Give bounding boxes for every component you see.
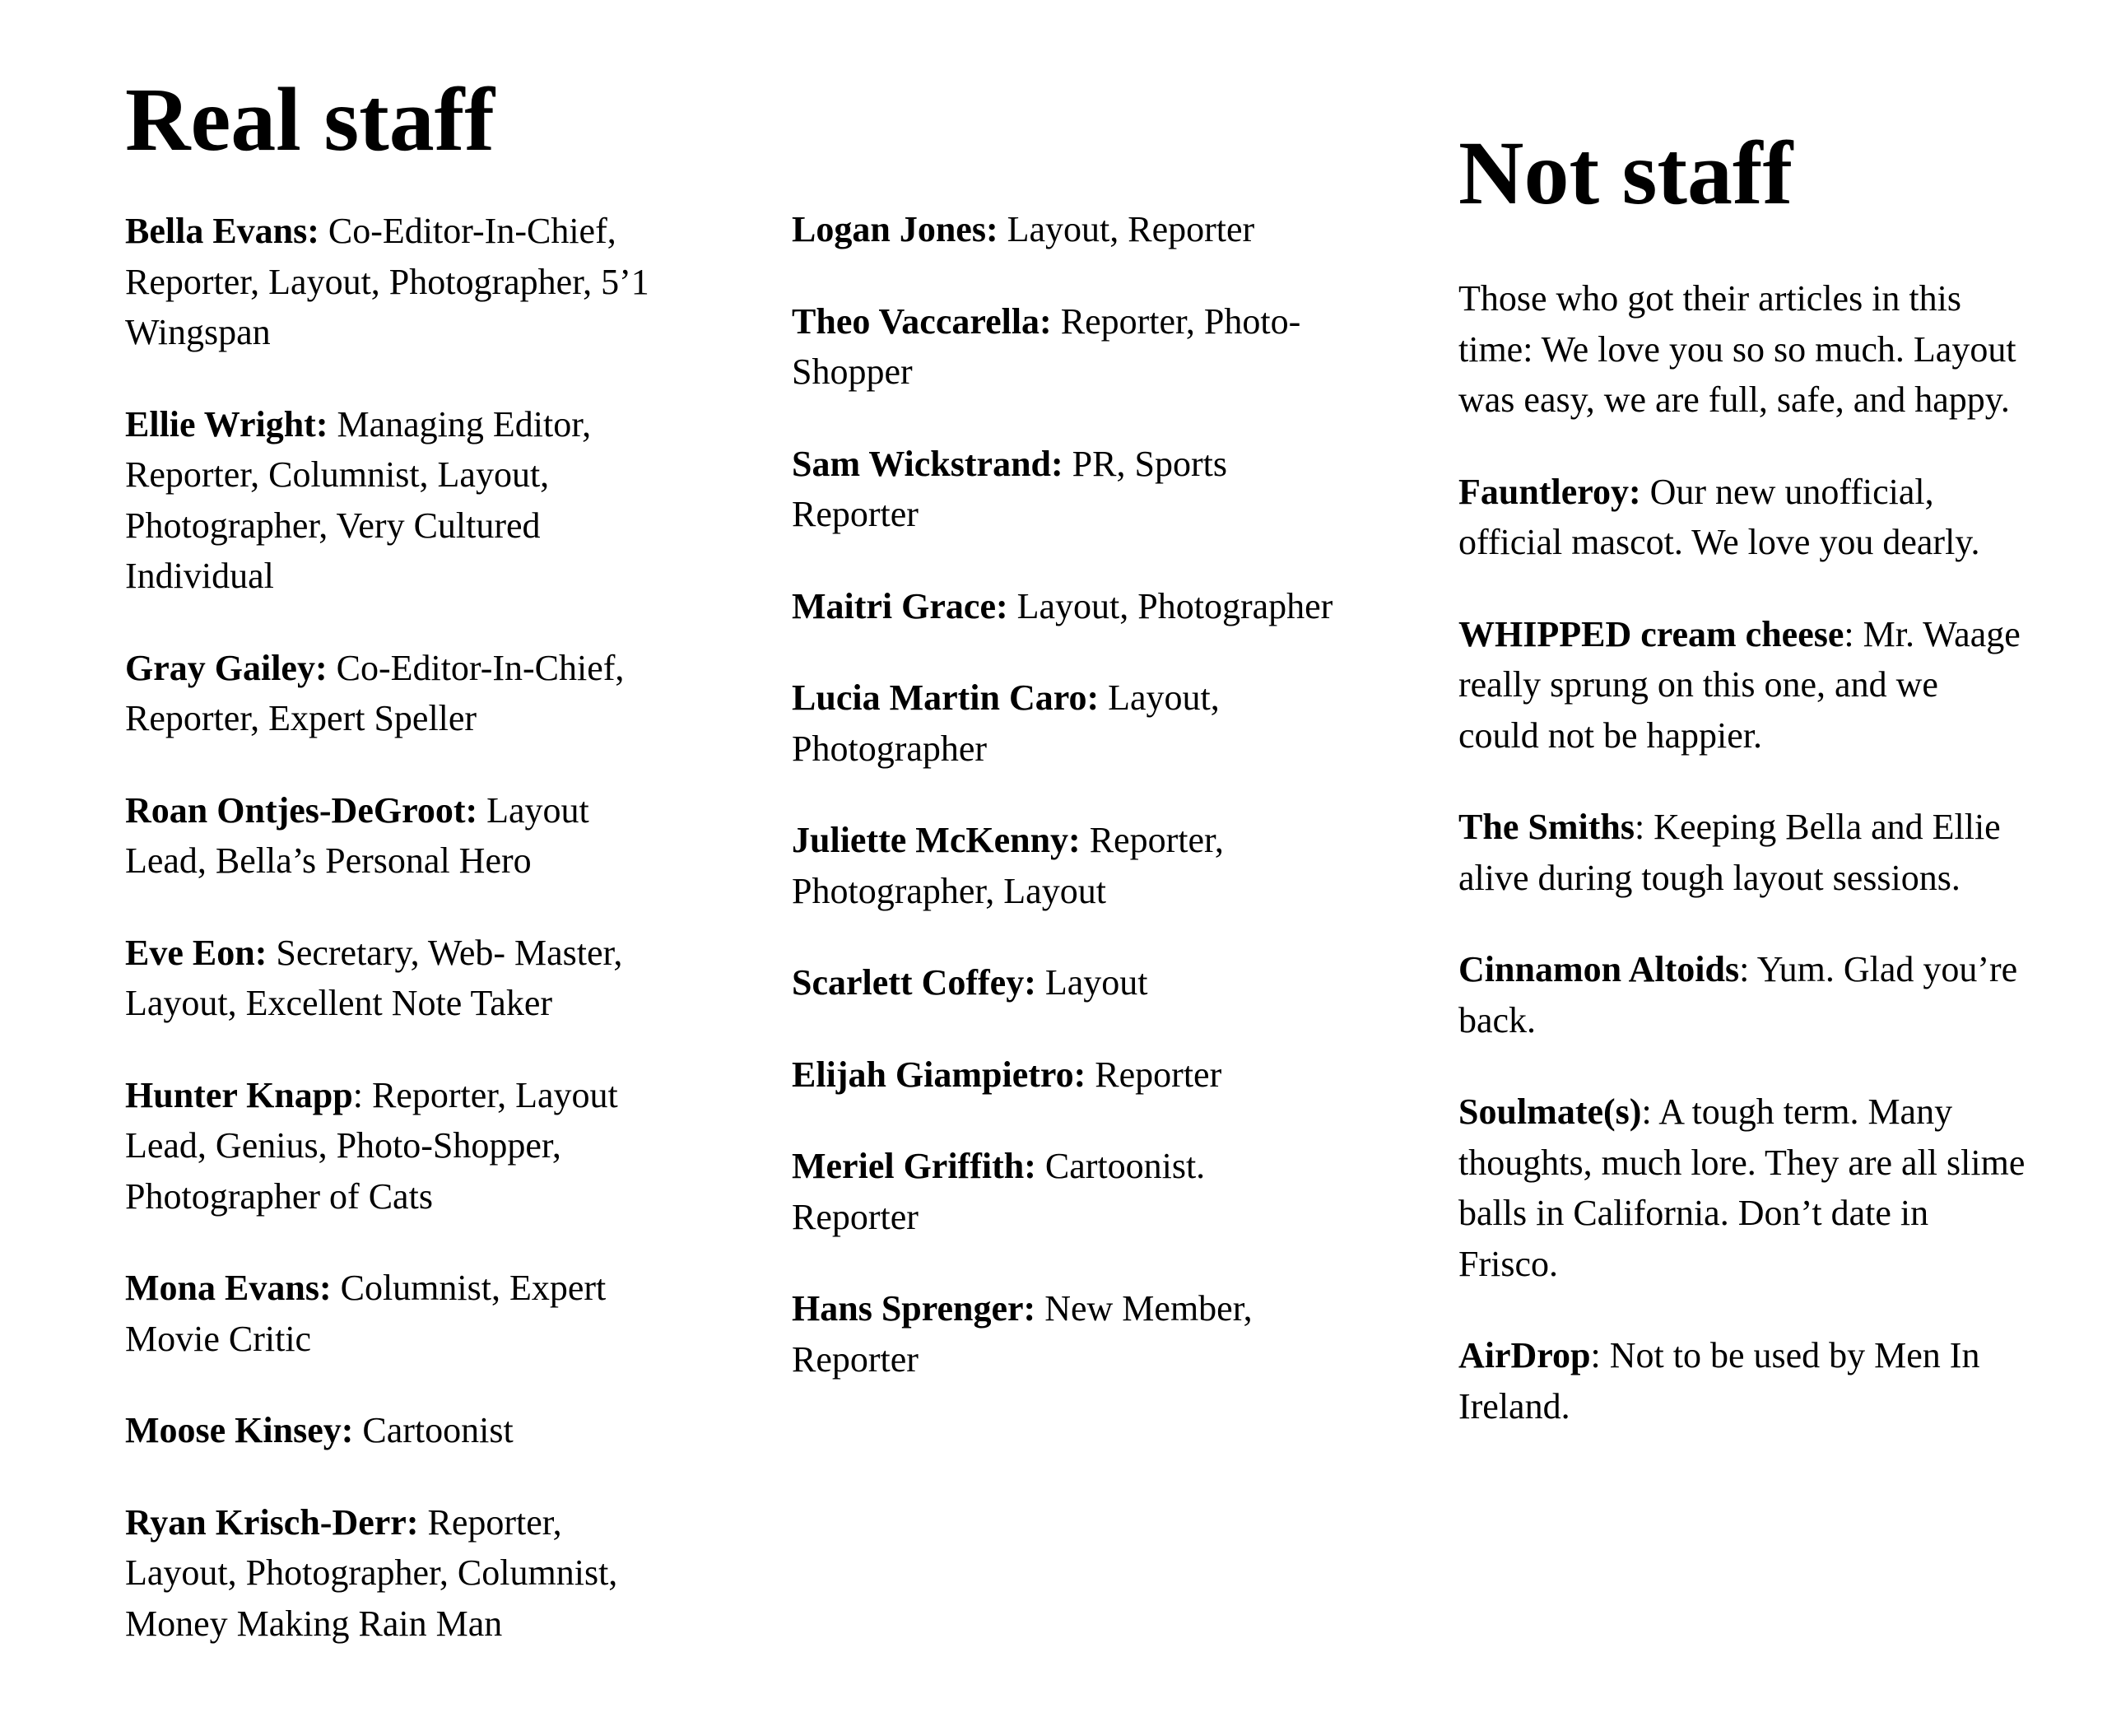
not-staff-entry — [1458, 1330, 2026, 1431]
staff-name: Lucia Martin Caro: — [792, 677, 1100, 718]
not-staff-entry — [1458, 944, 2026, 1045]
staff-entry — [125, 399, 668, 602]
staff-roles: Reporter, Layout, Photographer, Columnist, Money Making Rain Man — [125, 1501, 618, 1644]
staff-entry — [125, 1497, 668, 1650]
not-staff-entry — [1458, 609, 2026, 761]
staff-name: Elijah Giampietro: — [792, 1054, 1086, 1095]
not-staff-text: : Not to be used by Men In Ireland. — [1458, 1335, 1980, 1426]
staff-entry — [125, 928, 668, 1029]
not-staff-entry — [1458, 467, 2026, 568]
staff-name: Scarlett Coffey: — [792, 962, 1036, 1003]
staff-roles: Layout, Reporter — [998, 209, 1255, 249]
staff-entry — [792, 204, 1335, 255]
staff-name: Maitri Grace: — [792, 585, 1008, 626]
staff-name: Ryan Krisch-Derr: — [125, 1501, 419, 1543]
not-staff-name: Fauntleroy: — [1458, 471, 1641, 512]
not-staff-text: : Yum. Glad you’re back. — [1458, 949, 2018, 1040]
staff-roles: Cartoonist — [353, 1410, 514, 1450]
staff-roles: Co-Editor-In-Chief, Reporter, Expert Speller — [125, 647, 625, 738]
staff-name: Roan Ontjes-DeGroot: — [125, 789, 478, 831]
not-staff-text: : A tough term. Many thoughts, much lore. They are all slime balls in California. Don’t date in Frisco. — [1458, 1091, 2026, 1284]
staff-entry — [792, 1283, 1335, 1385]
staff-entry — [792, 957, 1335, 1008]
not-staff-text: : Mr. Waage really sprung on this one, and we could not be happier. — [1458, 613, 2021, 756]
staff-name: Eve Eon: — [125, 932, 267, 973]
staff-roles: Reporter, Photographer, Layout — [792, 820, 1224, 911]
not-staff-intro: Those who got their articles in this time: We love you so so much. Layout was easy, we are full, safe, and happy. — [1458, 278, 2016, 420]
real-staff-heading: Real staff — [125, 69, 495, 170]
staff-roles: Secretary, Web- Master, Layout, Excellent Note Taker — [125, 932, 623, 1023]
not-staff-text: Our new unofficial, official mascot. We love you dearly. — [1458, 471, 1980, 562]
staff-name: Hunter Knapp — [125, 1074, 353, 1115]
staff-entry — [125, 643, 668, 744]
staff-roles: Managing Editor, Reporter, Columnist, Layout, Photographer, Very Cultured Individual — [125, 403, 592, 596]
staff-roles: Reporter — [1086, 1054, 1222, 1095]
not-staff-name: AirDrop — [1458, 1335, 1591, 1375]
staff-roles: Co-Editor-In-Chief, Reporter, Layout, Photographer, 5’1 Wingspan — [125, 211, 649, 352]
staff-name: Gray Gailey: — [125, 647, 328, 688]
staff-roles: Layout Lead, Bella’s Personal Hero — [125, 789, 589, 881]
staff-entry — [792, 296, 1335, 398]
not-staff-name: Soulmate(s) — [1458, 1091, 1642, 1132]
not-staff-name: The Smiths — [1458, 807, 1635, 847]
not-staff-entry — [1458, 1087, 2026, 1289]
staff-name: Hans Sprenger: — [792, 1288, 1036, 1329]
staff-entry — [125, 785, 668, 887]
staff-entry — [792, 581, 1335, 632]
staff-roles: Columnist, Expert Movie Critic — [125, 1268, 607, 1359]
staff-name: Moose Kinsey: — [125, 1410, 354, 1450]
staff-entry — [125, 1263, 668, 1364]
not-staff-text: : Keeping Bella and Ellie alive during tough layout sessions. — [1458, 807, 2001, 898]
staff-entry — [792, 1141, 1335, 1242]
staff-roles: Cartoonist. Reporter — [792, 1146, 1206, 1237]
staff-roles: : Reporter, Layout Lead, Genius, Photo-Shopper, Photographer of Cats — [125, 1074, 618, 1217]
staff-entry — [125, 1405, 668, 1456]
staff-entry — [792, 815, 1335, 916]
not-staff-heading: Not staff — [1458, 123, 1793, 223]
staff-entry — [792, 673, 1335, 774]
real-staff-list-middle — [792, 204, 1335, 1426]
staff-roles: Reporter, Photo-Shopper — [792, 300, 1301, 392]
real-staff-list-left — [125, 206, 668, 1690]
staff-roles: PR, Sports Reporter — [792, 443, 1227, 534]
staff-name: Sam Wickstrand: — [792, 443, 1063, 484]
staff-name: Meriel Griffith: — [792, 1146, 1036, 1186]
staff-roles: New Member, Reporter — [792, 1288, 1253, 1380]
staff-name: Juliette McKenny: — [792, 820, 1081, 860]
staff-name: Mona Evans: — [125, 1268, 332, 1308]
staff-name: Logan Jones: — [792, 209, 998, 249]
staff-entry — [125, 1070, 668, 1222]
not-staff-name: WHIPPED cream cheese — [1458, 613, 1844, 654]
staff-entry — [792, 439, 1335, 540]
staff-roles: Layout — [1035, 962, 1148, 1003]
staff-roles: Layout, Photographer — [1007, 585, 1333, 626]
not-staff-entry — [1458, 802, 2026, 903]
staff-roles: Layout, Photographer — [792, 677, 1220, 769]
not-staff-list — [1458, 273, 2026, 1473]
staff-name: Theo Vaccarella: — [792, 300, 1052, 342]
staff-name: Bella Evans: — [125, 211, 319, 251]
staff-name: Ellie Wright: — [125, 403, 328, 444]
not-staff-name: Cinnamon Altoids — [1458, 949, 1740, 989]
staff-entry — [125, 206, 668, 358]
staff-entry — [792, 1050, 1335, 1101]
